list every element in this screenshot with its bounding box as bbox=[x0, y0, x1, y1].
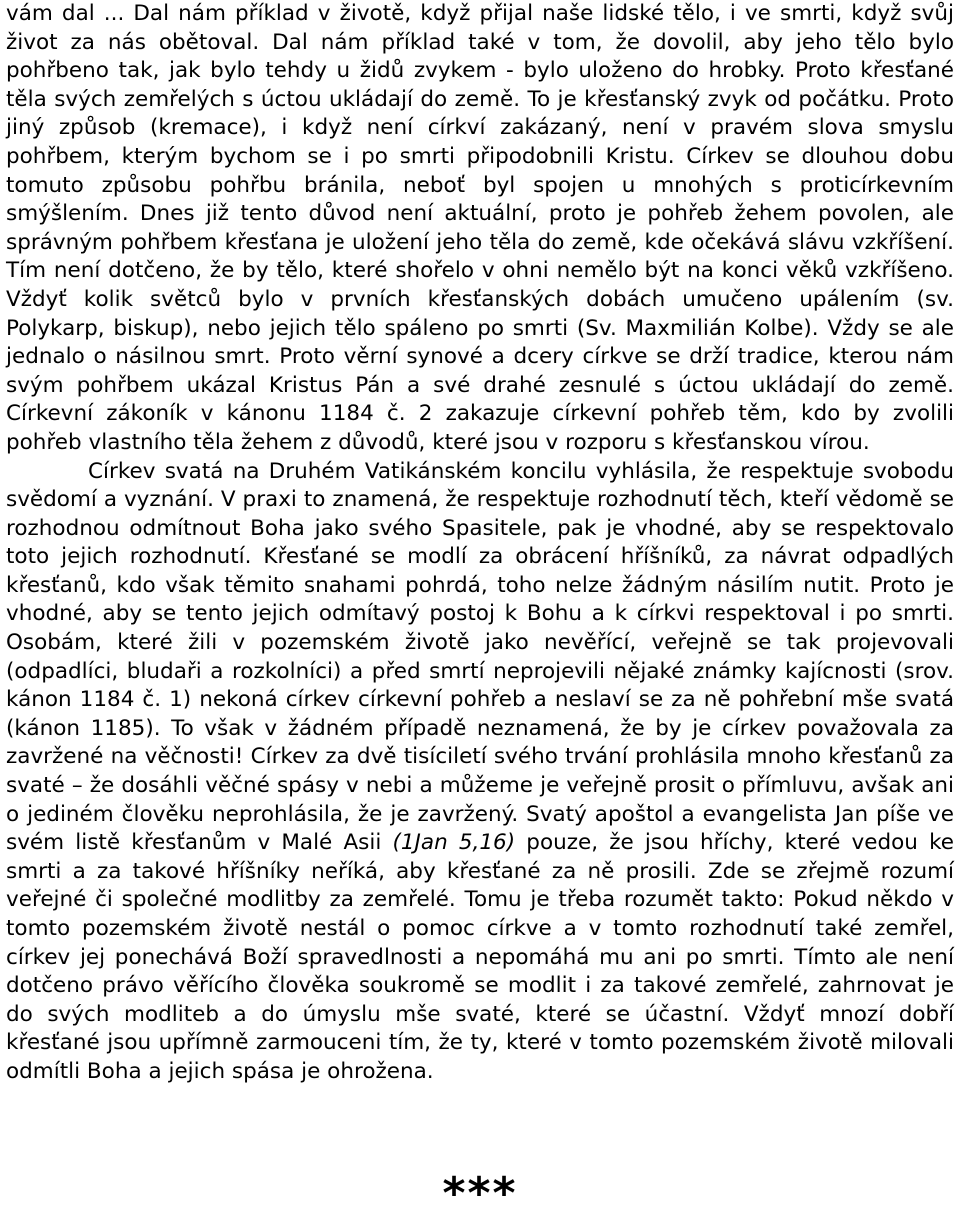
paragraph-church-respect bbox=[6, 458, 954, 1087]
section-separator: *** bbox=[442, 1168, 518, 1219]
paragraph-2-text-after: pouze, že jsou hříchy, které vedou ke smrti a za takové hříšníky neříká, aby křesťané za ně prosili. Zde se zřejmě rozumí veřejné či společné modlitby za zemřelé. Tomu je třeba rozumět takto: Pokud někdo v tomto pozemském životě nestál o pomoc církve a v tomto rozhodnutí také zemřel, církev jej ponechává Boží spravedlnosti a nepomáhá mu ani po smrti. Tímto ale není dotčeno právo věřícího člověka soukromě se modlit i za takové zemřelé, zahrnovat je do svých modliteb a do úmyslu mše svaté, které se účastní. Vždyť mnozí dobří křesťané jsou upřímně zarmouceni tím, že ty, které v tomto pozemském životě milovali odmítli Boha a jejich spása je ohrožena. bbox=[6, 830, 954, 1084]
paragraph-1-text: vám dal ... Dal nám příklad v životě, když přijal naše lidské tělo, i ve smrti, když svůj život za nás obětoval. Dal nám příklad také v tom, že dovolil, aby jeho tělo bylo pohřbeno tak, jak bylo tehdy u židů zvykem - bylo uloženo do hrobky. Proto křesťané těla svých zemřelých s úctou ukládají do země. To je křesťanský zvyk od počátku. Proto jiný způsob (kremace), i když není církví zakázaný, není v pravém slova smyslu pohřbem, kterým bychom se i po smrti připodobnili Kristu. Církev se dlouhou dobu tomuto způsobu pohřbu bránila, neboť byl spojen u mnohých s proticírkevním smýšlením. Dnes již tento důvod není aktuální, proto je pohřeb žehem povolen, ale správným pohřbem křesťana je uložení jeho těla do země, kde očekává slávu vzkříšení. Tím není dotčeno, že by tělo, které shořelo v ohni nemělo být na konci věků vzkříšeno. Vždyť kolik světců bylo v prvních křesťanských dobách umučeno upálením (sv. Polykarp, biskup), nebo jejich tělo spáleno po smrti (Sv. Maxmilián Kolbe). Vždy se ale jednalo o násilnou smrt. Proto věrní synové a dcery církve se drží tradice, kterou nám svým pohřbem ukázal Kristus Pán a své drahé zesnulé s úctou ukládají do země. Církevní zákoník v kánonu 1184 č. 2 zakazuje církevní pohřeb těm, kdo by zvolili pohřeb vlastního těla žehem z důvodů, které jsou v rozporu s křesťanskou vírou. bbox=[6, 1, 954, 455]
bible-reference: (1Jan 5,16) bbox=[392, 830, 516, 856]
document-page bbox=[6, 0, 954, 1087]
paragraph-2-text-before: Církev svatá na Druhém Vatikánském koncilu vyhlásila, že respektuje svobodu svědomí a vyznání. V praxi to znamená, že respektuje rozhodnutí těch, kteří vědomě se rozhodnou odmítnout Boha jako svého Spasitele, pak je vhodné, aby se respektovalo toto jejich rozhodnutí. Křesťané se modlí za obrácení hříšníků, za návrat odpadlých křesťanů, kdo však těmito snahami pohrdá, toho nelze žádným násilím nutit. Proto je vhodné, aby se tento jejich odmítavý postoj k Bohu a k církvi respektoval i po smrti. Osobám, které žili v pozemském životě jako nevěřící, veřejně se tak projevovali (odpadlíci, bludaři a rozkolníci) a před smrtí neprojevili nějaké známky kajícnosti (srov. kánon 1184 č. 1) nekoná církev církevní pohřeb a neslaví se za ně pohřební mše svatá (kánon 1185). To však v žádném případě neznamená, že by je církev považovala za zavržené na věčnosti! Církev za dvě tisíciletí svého trvání prohlásila mnoho křesťanů za svaté – že dosáhli věčné spásy v nebi a můžeme je veřejně prosit o přímluvu, avšak ani o jediném člověku neprohlásila, že je zavržený. Svatý apoštol a evangelista Jan píše ve svém listě křesťanům v Malé Asii bbox=[6, 458, 954, 856]
paragraph-cremation bbox=[6, 0, 954, 458]
